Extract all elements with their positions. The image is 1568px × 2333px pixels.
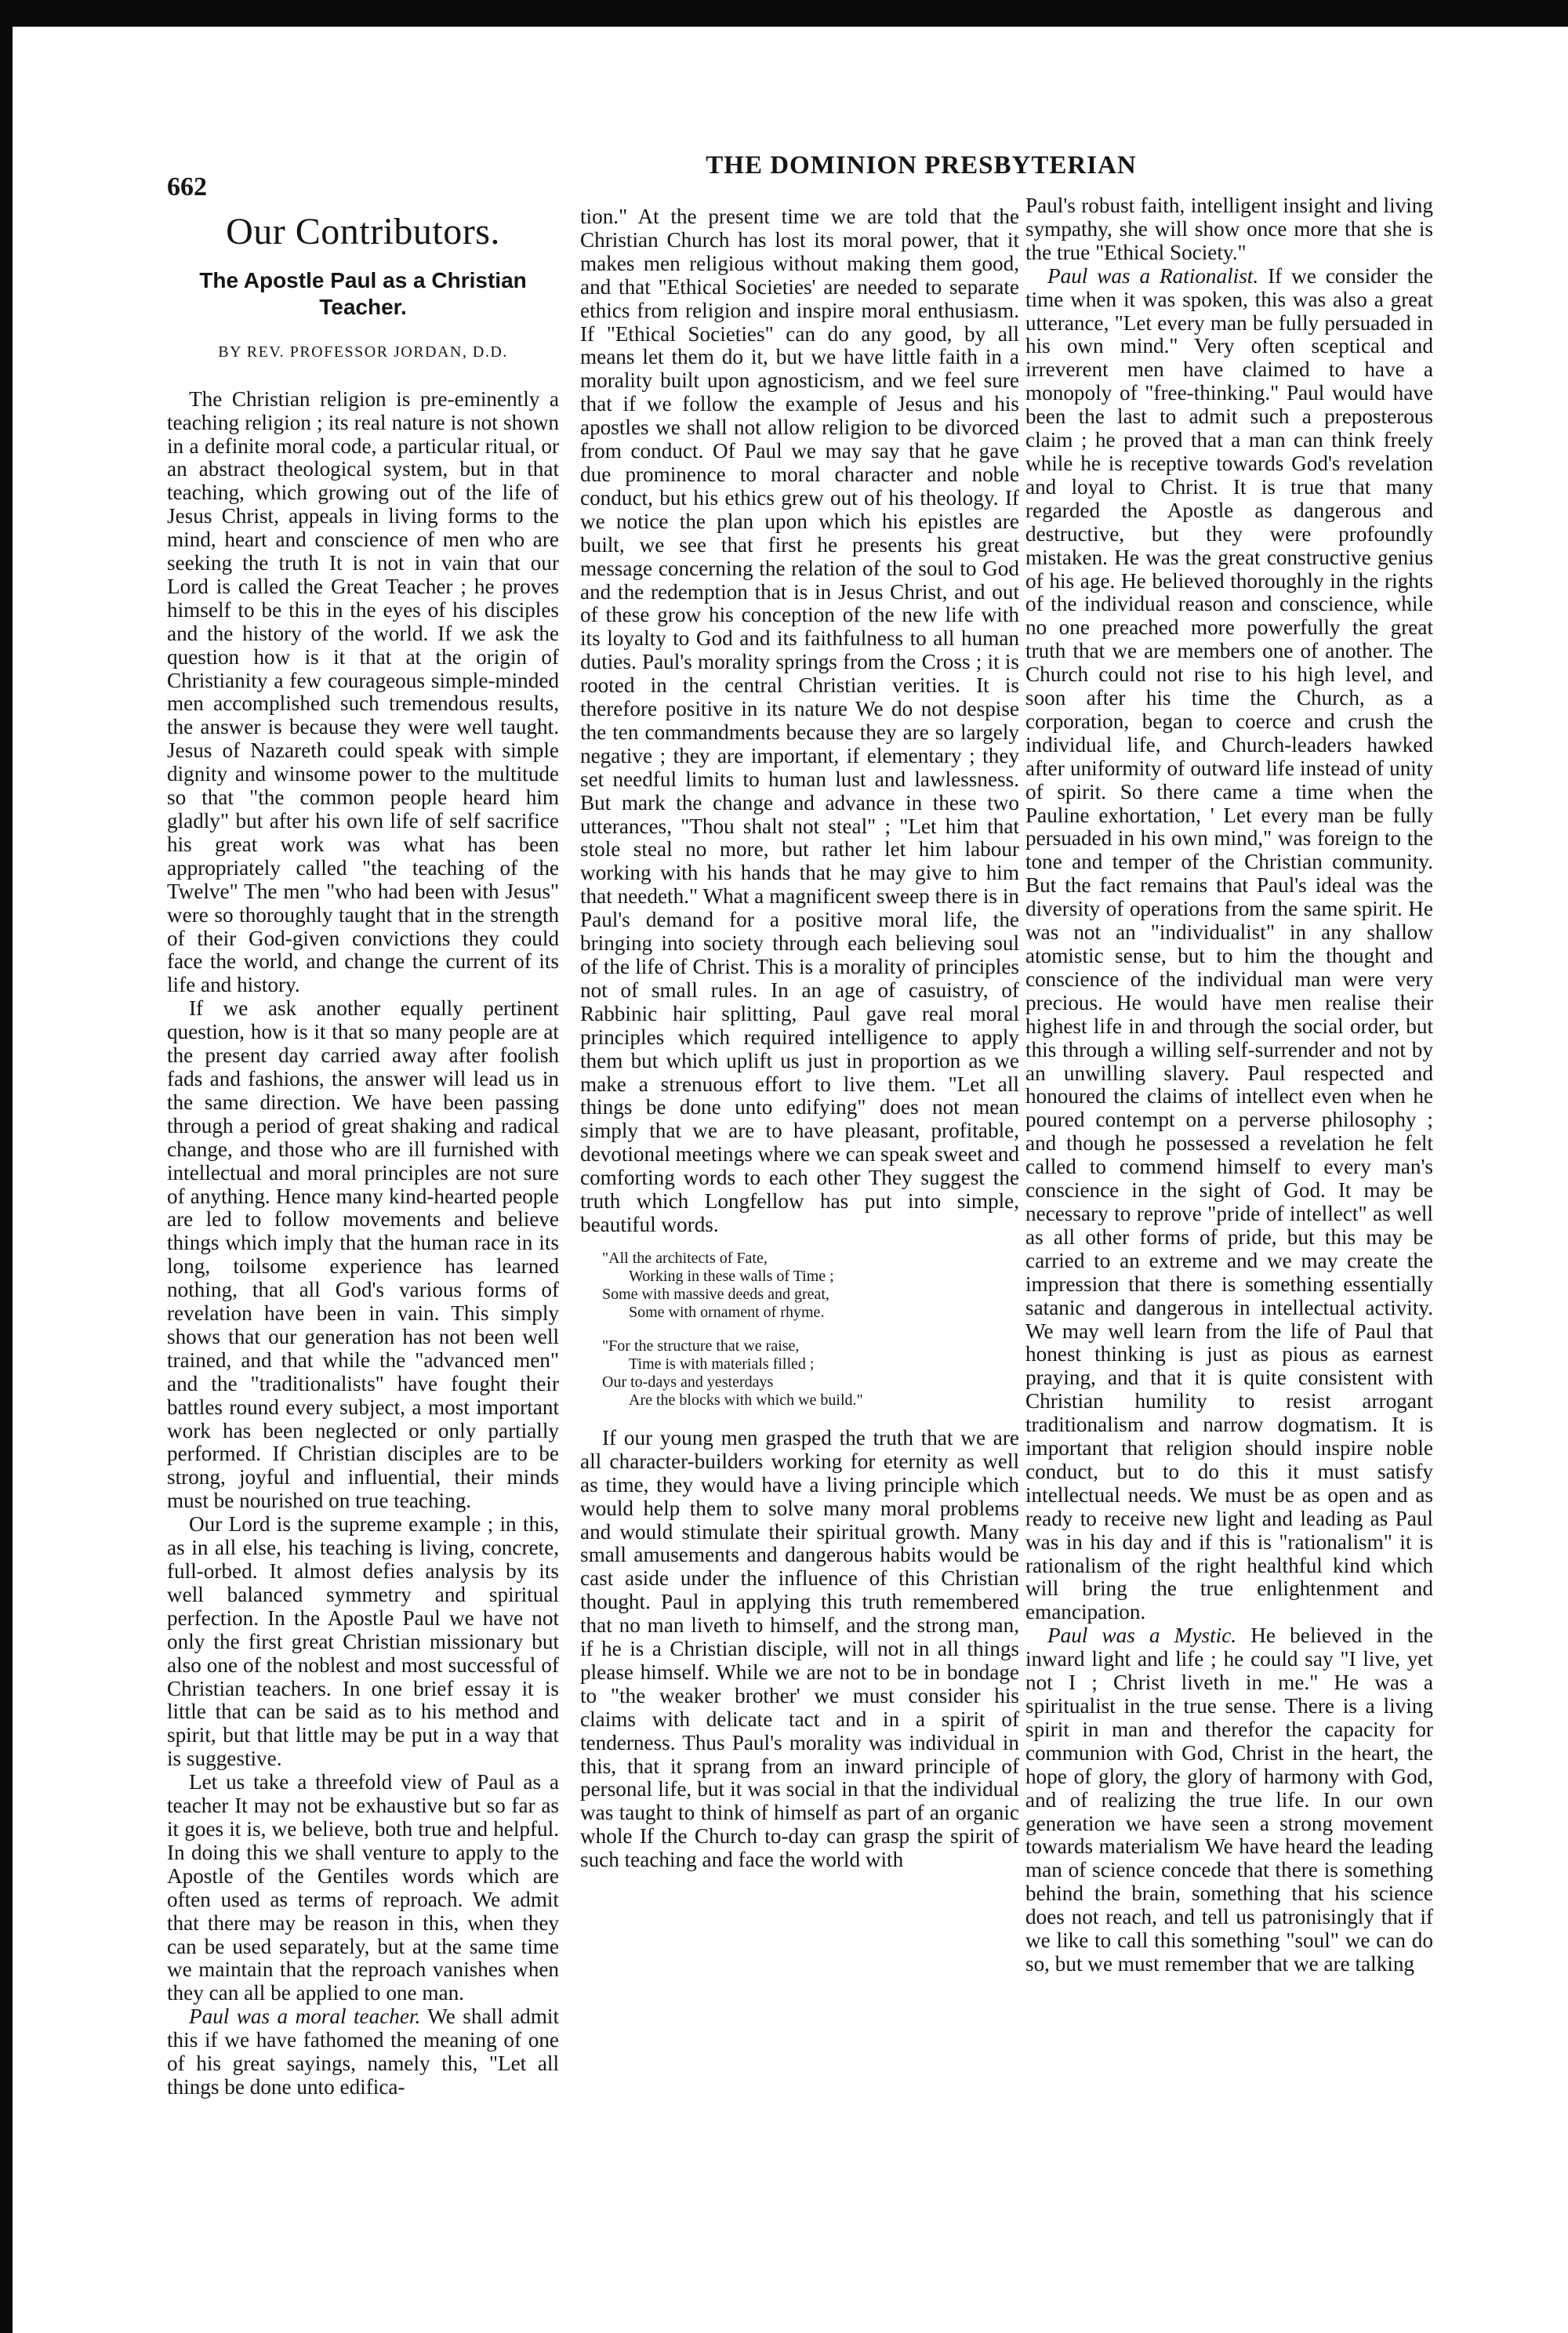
paragraph: [167, 2005, 559, 2099]
byline: BY REV. PROFESSOR JORDAN, D.D.: [218, 343, 508, 361]
paragraph: [1025, 265, 1433, 1625]
poem-line: Some with ornament of rhyme.: [629, 1303, 825, 1321]
paragraph: Let us take a threefold view of Paul as a teacher It may not be exhaustive but so far as it goes it is, we believe, both true and helpful. In doing this we shall venture to apply to the Apostle of the Gentiles words which are often used as terms of reproach. We admit that there may be reason in this, when they can be used separately, but at the same time we maintain that the reproach vanishes when they can all be applied to one man.: [167, 1770, 559, 2005]
paragraph: The Christian religion is pre-eminently a teaching religion ; its real nature is not shown in a definite moral code, a particular ritual, or an abstract theological system, but in that teaching, which growing out of the life of Jesus Christ, appeals in living forms to the mind, heart and conscience of men who are seeking the truth It is not in vain that our Lord is called the Great Teacher ; he proves himself to be this in the eyes of his disciples and the history of the world. If we ask the question how is it that at the origin of Christianity a few courageous simple-minded men accomplished such tremendous results, the answer is because they were well taught. Jesus of Nazareth could speak with simple dignity and winsome power to the multitude so that "the common people heard him gladly" but after his own life of self sacrifice his great work was what has been appropriately called "the teaching of the Twelve" The men "who had been with Jesus" were so thoroughly taught that in the strength of their God-given convictions they could face the world, and change the current of its life and history.: [167, 386, 559, 997]
article-title: The Apostle Paul as a Christian Teacher.: [199, 267, 527, 319]
poem-line: "All the architects of Fate,: [602, 1249, 768, 1267]
running-head: THE DOMINION PRESBYTERIAN: [706, 151, 1137, 180]
column-3: [1025, 194, 1433, 2333]
poem-line: Working in these walls of Time ;: [629, 1267, 834, 1285]
poem-line: Are the blocks with which we build.": [629, 1391, 863, 1409]
paragraph: [1025, 1624, 1433, 1976]
paragraph-text: If we consider the time when it was spoken, this was also a great utterance, "Let every man be fully persuaded in his own mind." Very often sceptical and irreverent men have claimed to have a monopoly of "free-thinking." Paul would have been the last to admit such a preposterous claim ; he proved that a man can think freely while he is receptive towards God's revelation and loyal to Christ. It is true that many regarded the Apostle as dangerous and destructive, but they were profoundly mistaken. He was the great constructive genius of his age. He believed thoroughly in the rights of the individual reason and conscience, while no one preached more powerfully the great truth that we are members one of another. The Church could not rise to his high level, and soon after his time the Church, as a corporation, began to coerce and crush the individual life, and Church-leaders hawked after uniformity of outward life instead of unity of spirit. So there came a time when the Pauline exhortation, ' Let every man be fully persuaded in his own mind," was foreign to the tone and temper of the Christian community. But the fact remains that Paul's ideal was the diversity of operations from the same spirit. He was not an "individualist" in any shallow atomistic sense, but to him the thought and conscience of the individual man were very precious. He would have men realise their highest life in and through the social order, but this through a willing self-surrender and not by an unwilling slavery. Paul respected and honoured the claims of intellect even when he poured contempt on a perverse philosophy ; and though he possessed a revelation he felt called to commend himself to every man's conscience in the sight of God. It may be necessary to reprove "pride of intellect" as well as all other forms of pride, but this may be carried to an extreme and we may create the impression that there is something essentially satanic and dangerous in intellectual activity. We may well learn from the life of Paul that honest thinking is just as pious as earnest praying, and that it is quite consistent with Christian humility to resist arrogant traditionalism and narrow dogmatism. It is important that religion should inspire noble conduct, but to do this it must satisfy intellectual needs. We must be as open and as ready to receive new light and leading as Paul was in his day and if this is "rationalism" it is rationalism of the right healthful kind which will bring the true enlightenment and emancipation.: [1025, 263, 1433, 1624]
poem-line: Time is with materials filled ;: [629, 1355, 815, 1373]
poem-line: "For the structure that we raise,: [602, 1337, 800, 1355]
run-in-heading: Paul was a Rationalist.: [1047, 263, 1259, 288]
poem-line: Our to-days and yesterdays: [602, 1373, 774, 1391]
poem-line: Some with massive deeds and great,: [602, 1285, 829, 1303]
paragraph: Paul's robust faith, intelligent insight and living sympathy, she will show once more that she is the true "Ethical Society.": [1025, 194, 1433, 264]
poem-quotation: [602, 1250, 1019, 1410]
scan-border-left: [0, 0, 13, 2333]
paragraph: If our young men grasped the truth that we are all character-builders working for eternity as well as time, they would have a living principle which would help them to solve many moral problems and would stimulate their spiritual growth. Many small amusements and dangerous habits would be cast aside under the influence of this Christian thought. Paul in applying this truth remembered that no man liveth to himself, and the strong man, if he is a Christian disciple, will not in all things please himself. While we are not to be in bondage to "the weaker brother' we must consider his claims with delicate tact and in a spirit of tenderness. Thus Paul's morality was individual in this, that it sprang from an inward principle of personal life, but it was social in that the individual was taught to think of himself as part of an organic whole If the Church to-day can grasp the spirit of such teaching and face the world with: [580, 1425, 1019, 1872]
paragraph: Our Lord is the supreme example ; in this, as in all else, his teaching is living, concrete, full-orbed. It almost defies analysis by its well balanced symmetry and spiritual perfection. In the Apostle Paul we have not only the first great Christian missionary but also one of the noblest and most successful of Christian teachers. In one brief essay it is little that can be said as to his method and spirit, but that little may be put in a way that is suggestive.: [167, 1512, 559, 1771]
scan-border-top: [0, 0, 1568, 27]
poem-stanza: [602, 1250, 1019, 1322]
run-in-heading: Paul was a moral teacher.: [189, 2005, 421, 2029]
paragraph: tion." At the present time we are told that the Christian Church has lost its moral power, that it makes men religious without making them good, and that "Ethical Societies' are needed to separate ethics from religion and inspire moral enthusiasm. If "Ethical Societies" can do any good, by all means let them do it, but we have little faith in a morality built upon agnosticism, and we feel sure that if we follow the example of Jesus and his apostles we shall not allow religion to be divorced from conduct. Of Paul we may say that he gave due prominence to moral character and noble conduct, but his ethics grew out of his theology. If we notice the plan upon which his epistles are built, we see that first he presents his great message concerning the relation of the soul to God and the redemption that is in Jesus Christ, and out of these grow his conception of the new life with its loyalty to God and its faithfulness to all human duties. Paul's morality springs from the Cross ; it is rooted in the central Christian verities. It is therefore positive in its nature We do not despise the ten commandments because they are so largely negative ; they are important, if elementary ; they set needful limits to human lust and lawlessness. But mark the change and advance in these two utterances, "Thou shalt not steal" ; "Let him that stole steal no more, but rather let him labour working with his hands that he may give to him that needeth." What a magnificent sweep there is in Paul's demand for a positive moral life, the bringing into society through each believing soul of the life of Christ. This is a morality of principles not of small rules. In an age of casuistry, of Rabbinic hair splitting, Paul gave real moral principles which required intelligence to apply them but which uplift us just in proportion as we make a strenuous effort to live them. "Let all things be done unto edifying" does not mean simply that we are to have pleasant, profitable, devotional meetings where we can speak sweet and comforting words to each other They suggest the truth which Longfellow has put into simple, beautiful words.: [580, 205, 1019, 1236]
section-heading: Our Contributors.: [226, 211, 500, 252]
poem-stanza: [602, 1337, 1019, 1410]
page-number: 662: [167, 172, 207, 201]
paragraph-text: We shall admit this if we have fathomed the meaning of one of his great sayings, namely this, "Let all things be done unto edifica-: [167, 2005, 560, 2099]
column-1: [167, 212, 559, 2333]
paragraph: If we ask another equally pertinent question, how is it that so many people are at the present day carried away after foolish fads and fashions, the answer will lead us in the same direction. We have been passing through a period of great shaking and radical change, and those who are ill furnished with intellectual and moral principles are not sure of anything. Hence many kind-hearted people are led to follow movements and believe things which imply that the human race in its long, toilsome experience has learned nothing, that all God's various forms of revelation have been in vain. This simply shows that our generation has not been well trained, and that while the "advanced men" and the "traditionalists" have fought their battles round every subject, a most important work has been neglected or only partially performed. If Christian disciples are to be strong, joyful and influential, their minds must be nourished on true teaching.: [167, 996, 559, 1513]
run-in-heading: Paul was a Mystic.: [1047, 1624, 1237, 1648]
paragraph-text: He believed in the inward light and life ; he could say "I live, yet not I ; Christ liveth in me." He was a spiritualist in the true sense. There is a living spirit in man and therefor the capacity for communion with God, Christ in the heart, the hope of glory, the glory of harmony with God, and of realizing the true life. In our own generation we have seen a strong movement towards materialism We have heard the leading man of science concede that there is something behind the brain, something that his science does not reach, and tell us patronisingly that if we like to call this something "soul" we can do so, but we must remember that we are talking: [1025, 1624, 1433, 1976]
column-2: [580, 205, 1019, 2333]
